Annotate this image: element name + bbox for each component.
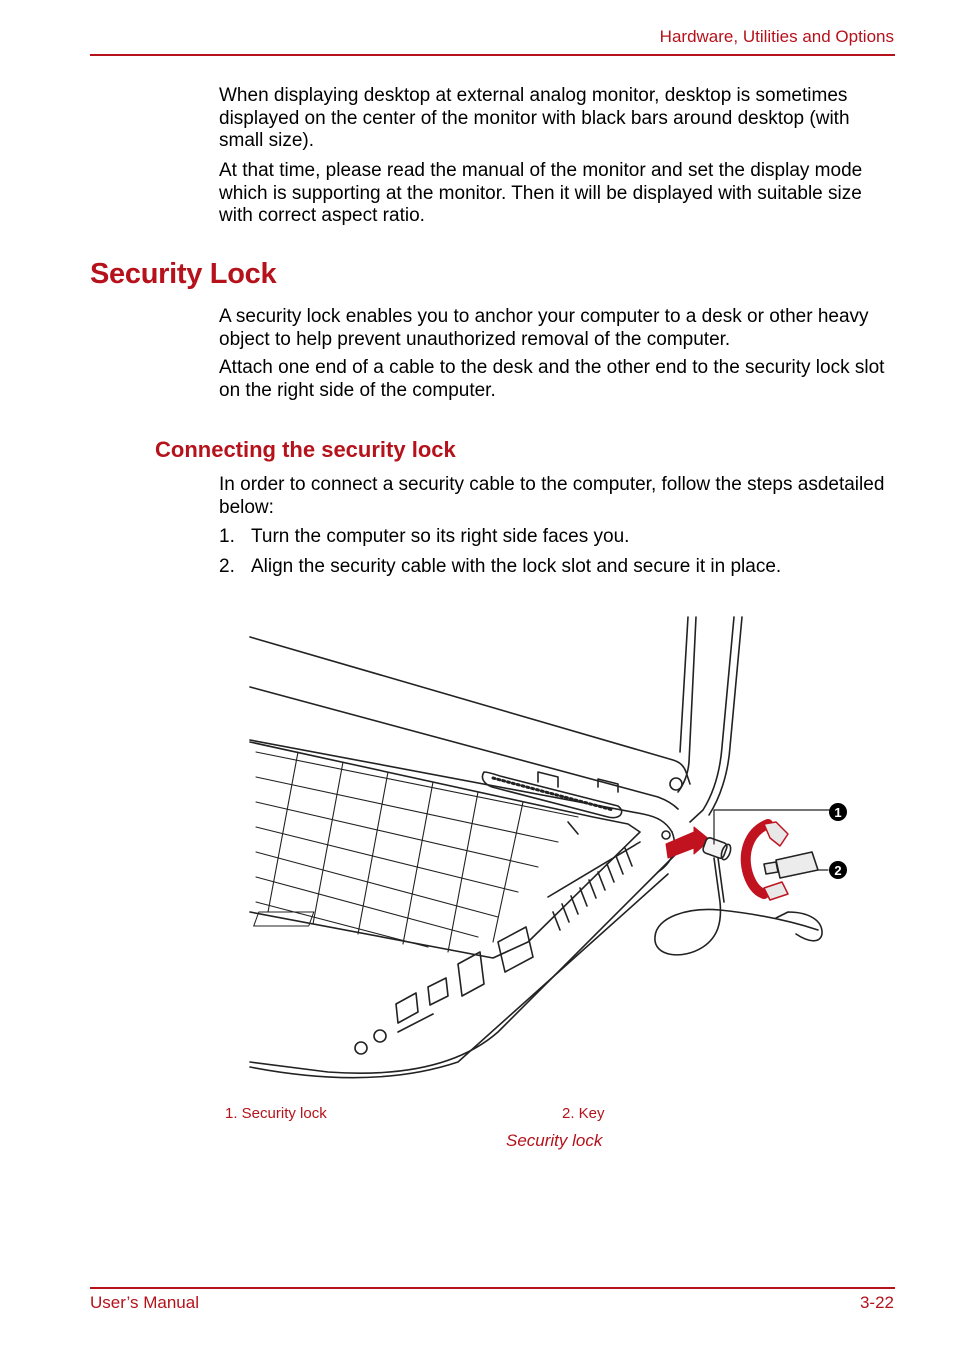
- security-paragraph-1: A security lock enables you to anchor your computer to a desk or other heavy object to help prevent unauthorized removal of the computer.: [219, 306, 869, 350]
- footer-rule: [90, 1287, 895, 1289]
- step-text: Turn the computer so its right side faces you.: [251, 526, 630, 547]
- audio-jack: [374, 1030, 386, 1042]
- keyboard-keys: [248, 752, 578, 952]
- callout-2-label: 2: [834, 863, 842, 878]
- step-number: 1.: [219, 526, 235, 547]
- security-lock-illustration: [248, 612, 848, 1082]
- subsection-title-connecting: Connecting the security lock: [155, 437, 456, 462]
- key-graphic: [764, 852, 818, 878]
- intro-paragraph-2: At that time, please read the manual of the monitor and set the display mode which is supporting at the monitor. Then it will be displayed with suitable size with correct aspect ratio.: [219, 160, 863, 226]
- header-section-title: Hardware, Utilities and Options: [659, 27, 894, 46]
- laptop-base: [250, 740, 678, 1078]
- callout-2: [829, 861, 847, 879]
- callout-1-label: 1: [834, 805, 842, 820]
- step-item: [219, 556, 781, 578]
- audio-jack: [355, 1042, 367, 1054]
- intro-paragraph-1: When displaying desktop at external analog monitor, desktop is sometimes displayed on the center of the monitor with black bars around desktop (with small size).: [219, 85, 850, 151]
- step-text: Align the security cable with the lock slot and secure it in place.: [251, 556, 782, 577]
- header-rule: [90, 54, 895, 56]
- figure-title: Security lock: [506, 1131, 603, 1150]
- step-item: [219, 526, 629, 548]
- vga-port: [498, 927, 533, 972]
- security-lock-cable: [655, 837, 822, 955]
- footer-page-number: 3-22: [859, 1293, 894, 1312]
- footer-manual-label: User’s Manual: [90, 1293, 199, 1312]
- usb-port: [428, 978, 448, 1005]
- step-number: 2.: [219, 556, 235, 577]
- section-title-security-lock: Security Lock: [90, 258, 277, 290]
- caption-key: 2. Key: [562, 1105, 605, 1122]
- usb-port: [396, 993, 418, 1023]
- caption-security-lock: 1. Security lock: [225, 1105, 327, 1122]
- callout-1: [829, 803, 847, 821]
- security-paragraph-2: Attach one end of a cable to the desk and the other end to the security lock slot on the right side of the computer.: [219, 357, 885, 401]
- lan-port: [458, 952, 484, 996]
- connecting-intro: In order to connect a security cable to the computer, follow the steps asdetailed below:: [219, 474, 885, 518]
